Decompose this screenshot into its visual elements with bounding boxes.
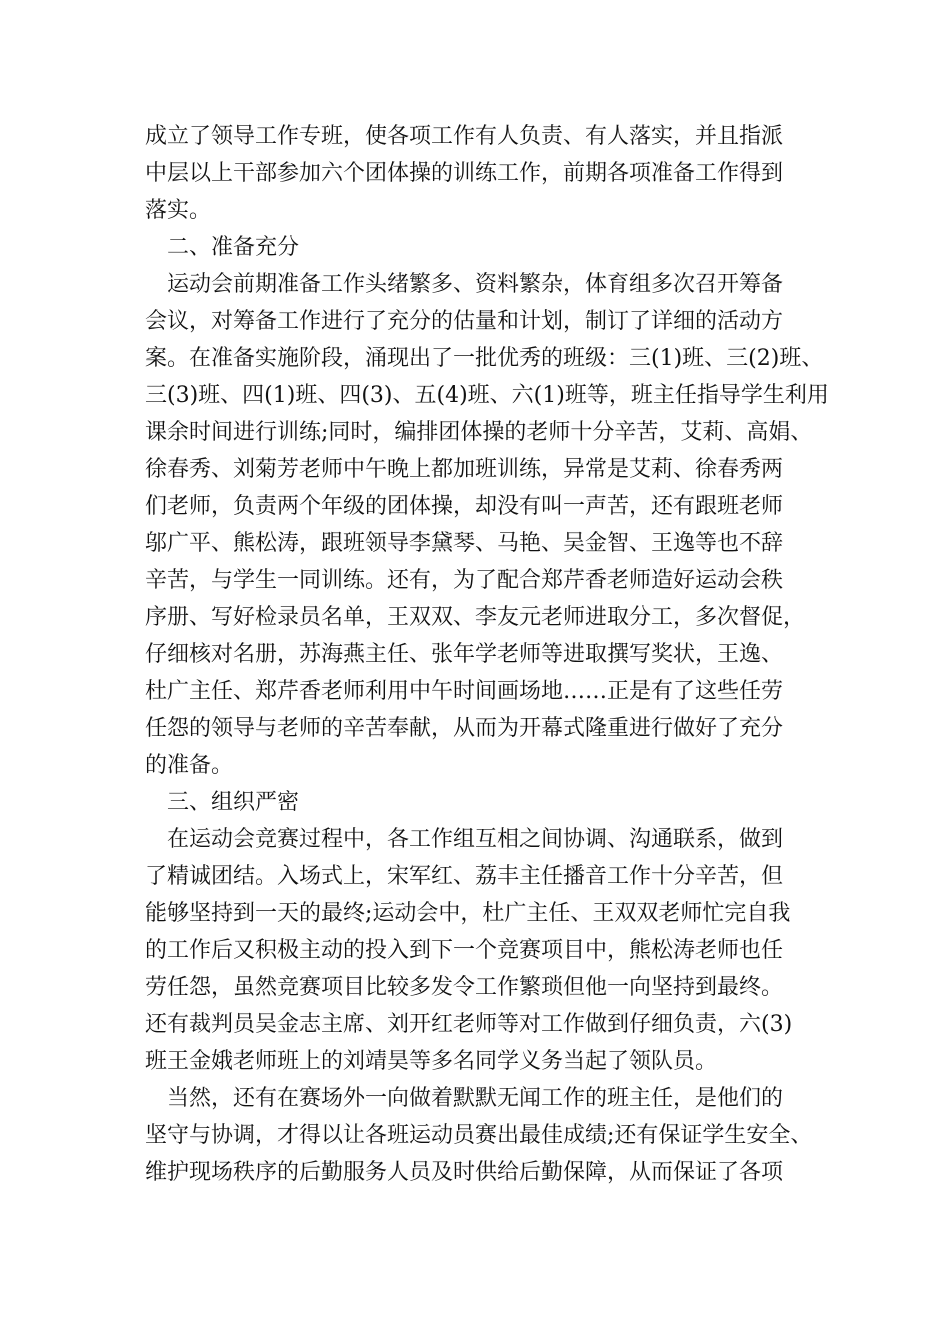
text-line: 维护现场秩序的后勤服务人员及时供给后勤保障，从而保证了各项: [145, 1160, 784, 1185]
text-line: 了精诚团结。入场式上，宋军红、荔丰主任播音工作十分辛苦，但: [145, 864, 784, 889]
text-line: 坚守与协调，才得以让各班运动员赛出最佳成绩;还有保证学生安全、: [145, 1123, 813, 1148]
text-line: 徐春秀、刘菊芳老师中午晚上都加班训练，异常是艾莉、徐春秀两: [145, 457, 784, 482]
text-line: 辛苦，与学生一同训练。还有，为了配合郑芹香老师造好运动会秩: [145, 568, 784, 593]
text-line: 会议，对筹备工作进行了充分的估量和计划，制订了详细的活动方: [145, 309, 784, 334]
text-line: 三(3)班、四(1)班、四(3)、五(4)班、六(1)班等，班主任指导学生利用: [145, 383, 829, 408]
text-line: 仔细核对名册，苏海燕主任、张年学老师等进取撰写奖状，王逸、: [145, 642, 784, 667]
text-line: 能够坚持到一天的最终;运动会中，杜广主任、王双双老师忙完自我: [145, 901, 791, 926]
document-body: [145, 118, 829, 1191]
section-heading: 三、组织严密: [167, 790, 300, 815]
text-line: 落实。: [145, 198, 212, 223]
text-line: 中层以上干部参加六个团体操的训练工作，前期各项准备工作得到: [145, 161, 784, 186]
text-line: 的工作后又积极主动的投入到下一个竞赛项目中，熊松涛老师也任: [145, 938, 784, 963]
text-line: 劳任怨，虽然竞赛项目比较多发令工作繁琐但他一向坚持到最终。: [145, 975, 784, 1000]
text-line: 杜广主任、郑芹香老师利用中午时间画场地……正是有了这些任劳: [145, 679, 784, 704]
text-line: 在运动会竞赛过程中，各工作组互相之间协调、沟通联系，做到: [167, 827, 784, 852]
text-line: 当然，还有在赛场外一向做着默默无闻工作的班主任，是他们的: [167, 1086, 784, 1111]
text-line: 序册、写好检录员名单，王双双、李友元老师进取分工，多次督促，: [145, 605, 806, 630]
text-line: 任怨的领导与老师的辛苦奉献，从而为开幕式隆重进行做好了充分: [145, 716, 784, 741]
section-heading: 二、准备充分: [167, 235, 300, 260]
text-line: 班王金娥老师班上的刘靖昊等多名同学义务当起了领队员。: [145, 1049, 718, 1074]
text-line: 案。在准备实施阶段，涌现出了一批优秀的班级：三(1)班、三(2)班、: [145, 346, 824, 371]
text-line: 运动会前期准备工作头绪繁多、资料繁杂，体育组多次召开筹备: [167, 272, 784, 297]
text-line: 们老师，负责两个年级的团体操，却没有叫一声苦，还有跟班老师: [145, 494, 784, 519]
text-line: 还有裁判员吴金志主席、刘开红老师等对工作做到仔细负责，六(3): [145, 1012, 793, 1037]
text-line: 邬广平、熊松涛，跟班领导李黛琴、马艳、吴金智、王逸等也不辞: [145, 531, 784, 556]
text-line: 的准备。: [145, 753, 234, 778]
text-line: 成立了领导工作专班，使各项工作有人负责、有人落实，并且指派: [145, 124, 784, 149]
text-line: 课余时间进行训练;同时，编排团体操的老师十分辛苦，艾莉、高娟、: [145, 420, 813, 445]
